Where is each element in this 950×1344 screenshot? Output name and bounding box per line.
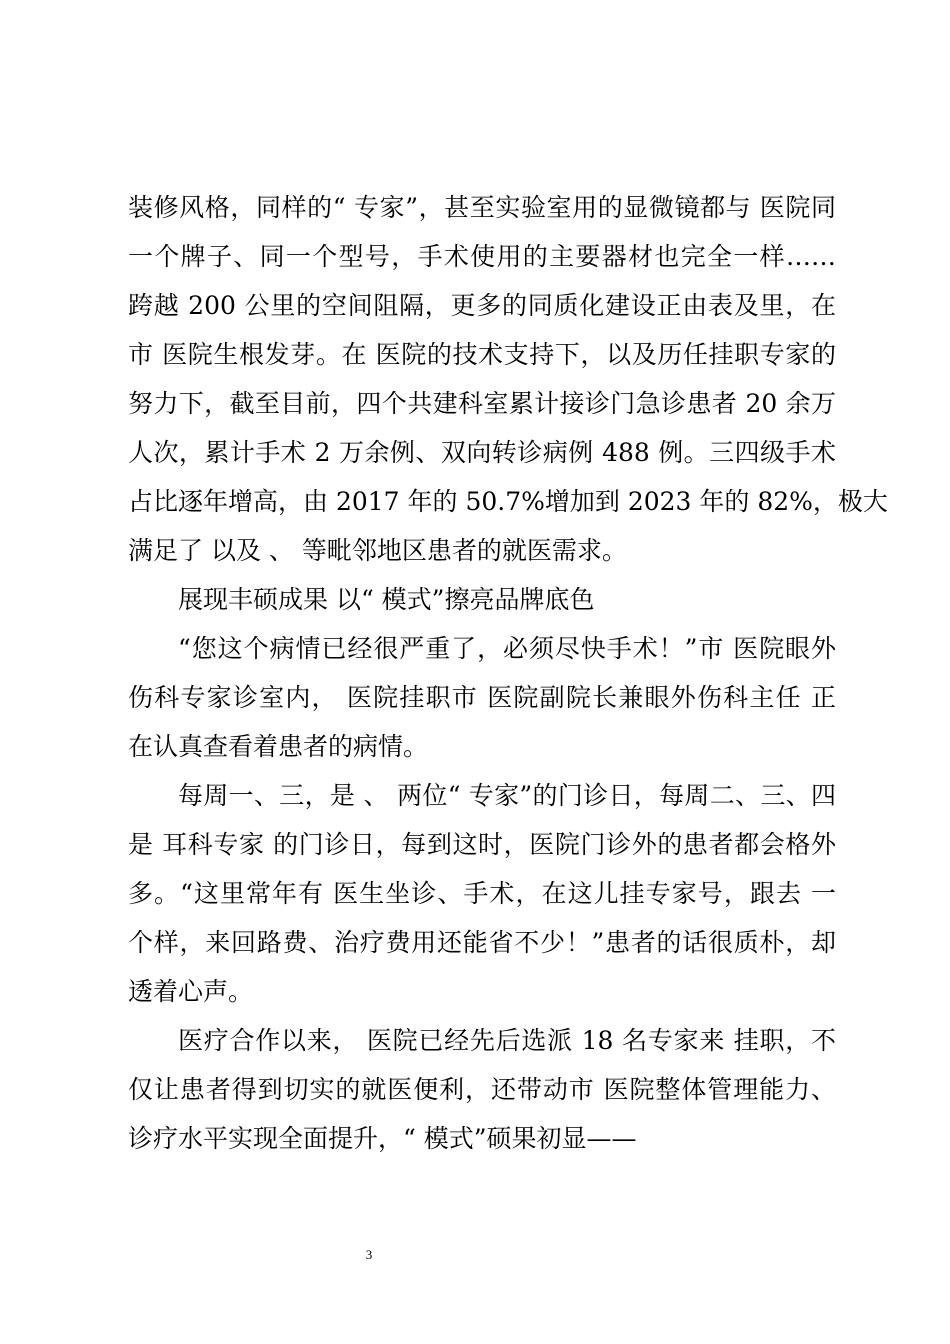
text-line: 透着心声。 bbox=[128, 977, 254, 1006]
text-line: 满足了 以及 、 等毗邻地区患者的就医需求。 bbox=[128, 536, 627, 565]
text-line: 装修风格，同样的“ 专家”，甚至实验室用的显微镜都与 医院同 bbox=[128, 193, 836, 222]
text-line: 努力下，截至目前，四个共建科室累计接诊门急诊患者 20 余万 bbox=[128, 389, 836, 418]
text-line: 多。“这里常年有 医生坐诊、手术，在这儿挂专家号，跟去 一 bbox=[128, 879, 836, 908]
text-line: 伤科专家诊室内， 医院挂职市 医院副院长兼眼外伤科主任 正 bbox=[128, 683, 836, 712]
text-line: 个样，来回路费、治疗费用还能省不少！”患者的话很质朴，却 bbox=[128, 928, 836, 957]
text-line: “您这个病情已经很严重了，必须尽快手术！”市 医院眼外 bbox=[178, 634, 836, 663]
text-line: 展现丰硕成果 以“ 模式”擦亮品牌底色 bbox=[178, 585, 595, 614]
text-line: 占比逐年增高，由 2017 年的 50.7%增加到 2023 年的 82%，极大 bbox=[128, 487, 888, 516]
text-line: 仅让患者得到切实的就医便利，还带动市 医院整体管理能力、 bbox=[128, 1075, 836, 1104]
text-line: 在认真查看着患者的病情。 bbox=[128, 732, 429, 761]
text-line: 是 耳科专家 的门诊日，每到这时，医院门诊外的患者都会格外 bbox=[128, 830, 836, 859]
page-number: 3 bbox=[365, 1247, 373, 1262]
text-line: 人次，累计手术 2 万余例、双向转诊病例 488 例。三四级手术 bbox=[128, 438, 836, 467]
text-line: 跨越 200 公里的空间阻隔，更多的同质化建设正由表及里，在 bbox=[128, 291, 836, 320]
text-line: 医疗合作以来， 医院已经先后选派 18 名专家来 挂职，不 bbox=[178, 1026, 836, 1055]
text-line: 市 医院生根发芽。在 医院的技术支持下，以及历任挂职专家的 bbox=[128, 340, 836, 369]
body-text bbox=[128, 183, 888, 1163]
text-line: 一个牌子、同一个型号，手术使用的主要器材也完全一样…… bbox=[128, 242, 836, 271]
text-line: 诊疗水平实现全面提升，“ 模式”硕果初显—— bbox=[128, 1124, 637, 1153]
text-line: 每周一、三，是 、 两位“ 专家”的门诊日，每周二、三、四 bbox=[178, 781, 836, 810]
